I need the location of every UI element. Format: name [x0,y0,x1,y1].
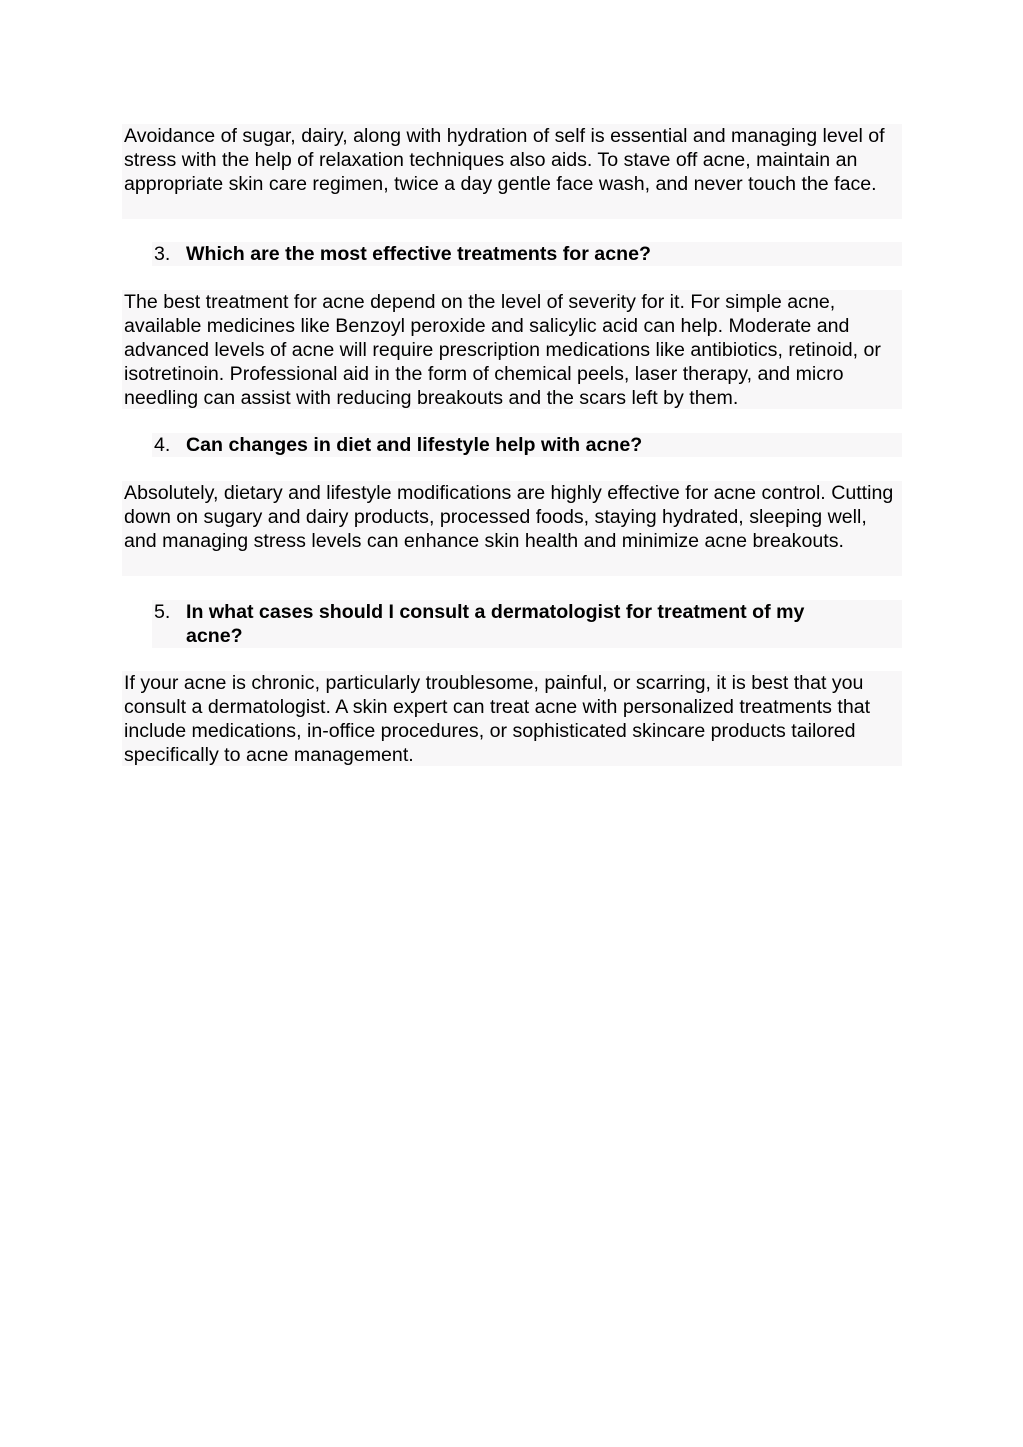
faq-answer-4: Absolutely, dietary and lifestyle modifications are highly effective for acne control. Cutting down on sugary and dairy products, processed foods, staying hydrated, sleeping well, and managing stress levels can enhance skin health and minimize acne breakouts. [122,481,902,576]
faq-question-number: 3. [154,243,171,265]
intro-paragraph: Avoidance of sugar, dairy, along with hydration of self is essential and managing level of stress with the help of relaxation techniques also aids. To stave off acne, maintain an appropriate skin care regimen, twice a day gentle face wash, and never touch the face. [122,124,902,219]
faq-question-text: Can changes in diet and lifestyle help with acne? [186,434,643,456]
faq-answer-5: If your acne is chronic, particularly troublesome, painful, or scarring, it is best that you consult a dermatologist. A skin expert can treat acne with personalized treatments that include medications, in-office procedures, or sophisticated skincare products tailored specifically to acne management. [122,671,902,766]
faq-question-text: In what cases should I consult a dermatologist for treatment of my acne? [186,601,805,647]
faq-question-4 [152,433,902,457]
faq-answer-3: The best treatment for acne depend on the level of severity for it. For simple acne, available medicines like Benzoyl peroxide and salicylic acid can help. Moderate and advanced levels of acne will require prescription medications like antibiotics, retinoid, or isotretinoin. Professional aid in the form of chemical peels, laser therapy, and micro needling can assist with reducing breakouts and the scars left by them. [122,290,902,409]
faq-question-number: 4. [154,434,171,456]
faq-question-text: Which are the most effective treatments for acne? [186,243,651,265]
faq-question-5 [152,600,902,648]
faq-question-number: 5. [154,601,171,623]
faq-question-3 [152,242,902,266]
